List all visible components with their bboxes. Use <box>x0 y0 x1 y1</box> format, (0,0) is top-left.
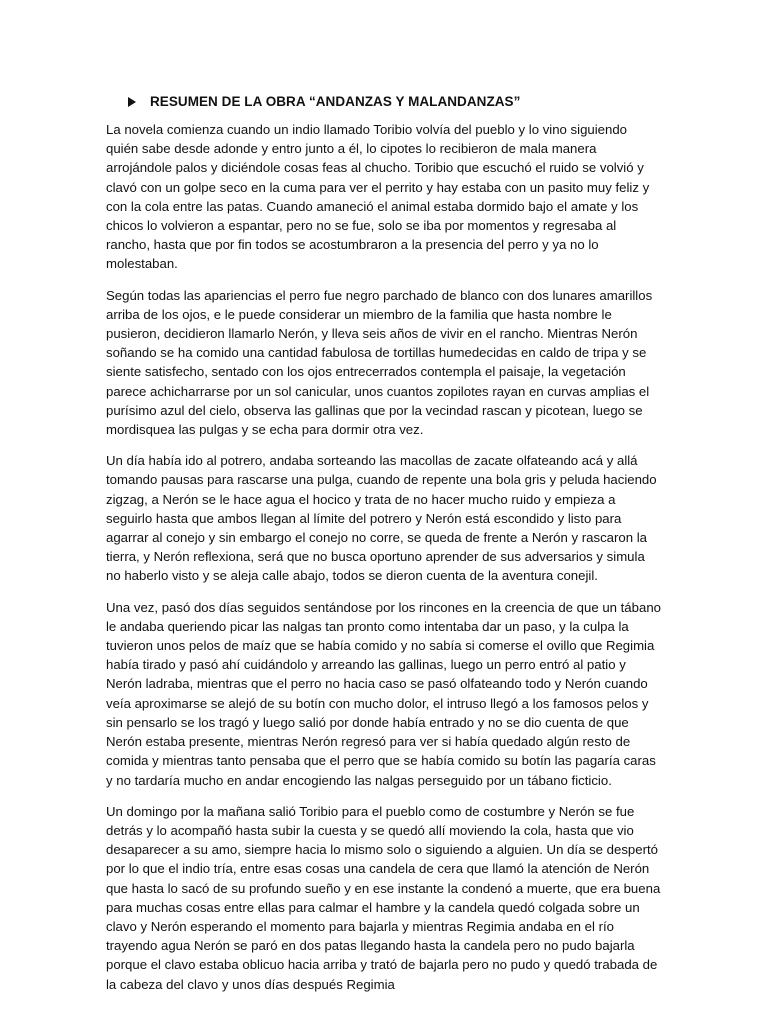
heading-text: RESUMEN DE LA OBRA “ANDANZAS Y MALANDANZAS” <box>150 94 521 109</box>
paragraph-3: Un día había ido al potrero, andaba sorteando las macollas de zacate olfateando acá y allá tomando pausas para rascarse una pulga, cuando de repente una bola gris y peluda haciendo zigzag, a Nerón se le hace agua el hocico y trata de no hacer mucho ruido y empieza a seguirlo hasta que ambos llegan al límite del potrero y Nerón está escondido y listo para agarrar al conejo y sin embargo el conejo no corre, se queda de frente a Nerón y rascaron la tierra, y Nerón reflexiona, será que no busca oportuno aprender de sus adversarios y simula no haberlo visto y se aleja calle abajo, todos se dieron cuenta de la aventura conejil. <box>106 453 657 584</box>
paragraph-1: La novela comienza cuando un indio llamado Toribio volvía del pueblo y lo vino siguiendo quién sabe desde adonde y entro junto a él, lo cipotes lo recibieron de mala manera arrojándole palos y diciéndole cosas feas al chucho. Toribio que escuchó el ruido se volvió y clavó con un golpe seco en la cuma para ver el perrito y hay estaba con un pasito muy feliz y con la cola entre las patas. Cuando amaneció el animal estaba dormido bajo el amate y los chicos lo volvieron a espantar, pero no se fue, solo se iba por momentos y regresaba al rancho, hasta que por fin todos se acostumbraron a la presencia del perro y ya no lo molestaban. <box>106 122 650 272</box>
paragraph-5: Un domingo por la mañana salió Toribio para el pueblo como de costumbre y Nerón se fue detrás y lo acompañó hasta subir la cuesta y se quedó allí moviendo la cola, hasta que vio desaparecer a su amo, siempre hacia lo mismo solo o siguiendo a alguien. Un día se despertó por lo que el indio tría, entre esas cosas una candela de cera que llamó la atención de Nerón que hasta lo sacó de su profundo sueño y en ese instante la condenó a muerte, que era buena para muchas cosas entre ellas para calmar el hambre y la candela quedó colgada sobre un clavo y Nerón esperando el momento para bajarla y mientras Regimia andaba en el río trayendo agua Nerón se paró en dos patas llegando hasta la candela pero no pudo bajarla porque el clavo estaba oblicuo hacia arriba y trató de bajarla pero no pudo y quedó trabada de la cabeza del clavo y unos días después Regimia <box>106 803 661 992</box>
paragraph-2: Según todas las apariencias el perro fue negro parchado de blanco con dos lunares amarillos arriba de los ojos, e le puede considerar un miembro de la familia que hasta nombre le pusieron, decidieron llamarlo Nerón, y lleva seis años de vivir en el rancho. Mientras Nerón soñando se ha comido una cantidad fabulosa de tortillas humedecidas en caldo de tripa y se siente satisfecho, sentado con los ojos entrecerrados contempla el paisaje, la vegetación parece achicharrarse por un sol canicular, unos cuantos zopilotes rayan en curvas amplias el purísimo azul del cielo, observa las gallinas que por la vecindad rascan y picotean, luego se mordisquea las pulgas y se echa para dormir otra vez. <box>106 287 653 438</box>
document-body <box>106 120 662 1006</box>
arrow-bullet-icon <box>128 97 136 107</box>
document-heading <box>128 94 520 109</box>
paragraph-4: Una vez, pasó dos días seguidos sentándose por los rincones en la creencia de que un tábano le andaba queriendo picar las nalgas tan pronto como intentaba dar un paso, y la culpa la tuvieron unos pelos de maíz que se había comido y no sabía si comerse el ovillo que Regimia había tirado y pasó ahí cuidándolo y arreando las gallinas, luego un perro entró al patio y Nerón ladraba, mientras que el perro no hacia caso se pasó olfateando todo y Nerón cuando veía aproximarse se alejó de su botín con mucho dolor, el intruso llegó a los famosos pelos y sin pensarlo se los tragó y luego salió por donde había entrado y no se dio cuenta de que Nerón estaba presente, mientras Nerón regresó para ver si había quedado algún resto de comida y mientras tanto pensaba que el perro que se había comido su botín las pagaría caras y no tardaría mucho en andar encogiendo las nalgas perseguido por un tábano ficticio. <box>106 599 661 788</box>
